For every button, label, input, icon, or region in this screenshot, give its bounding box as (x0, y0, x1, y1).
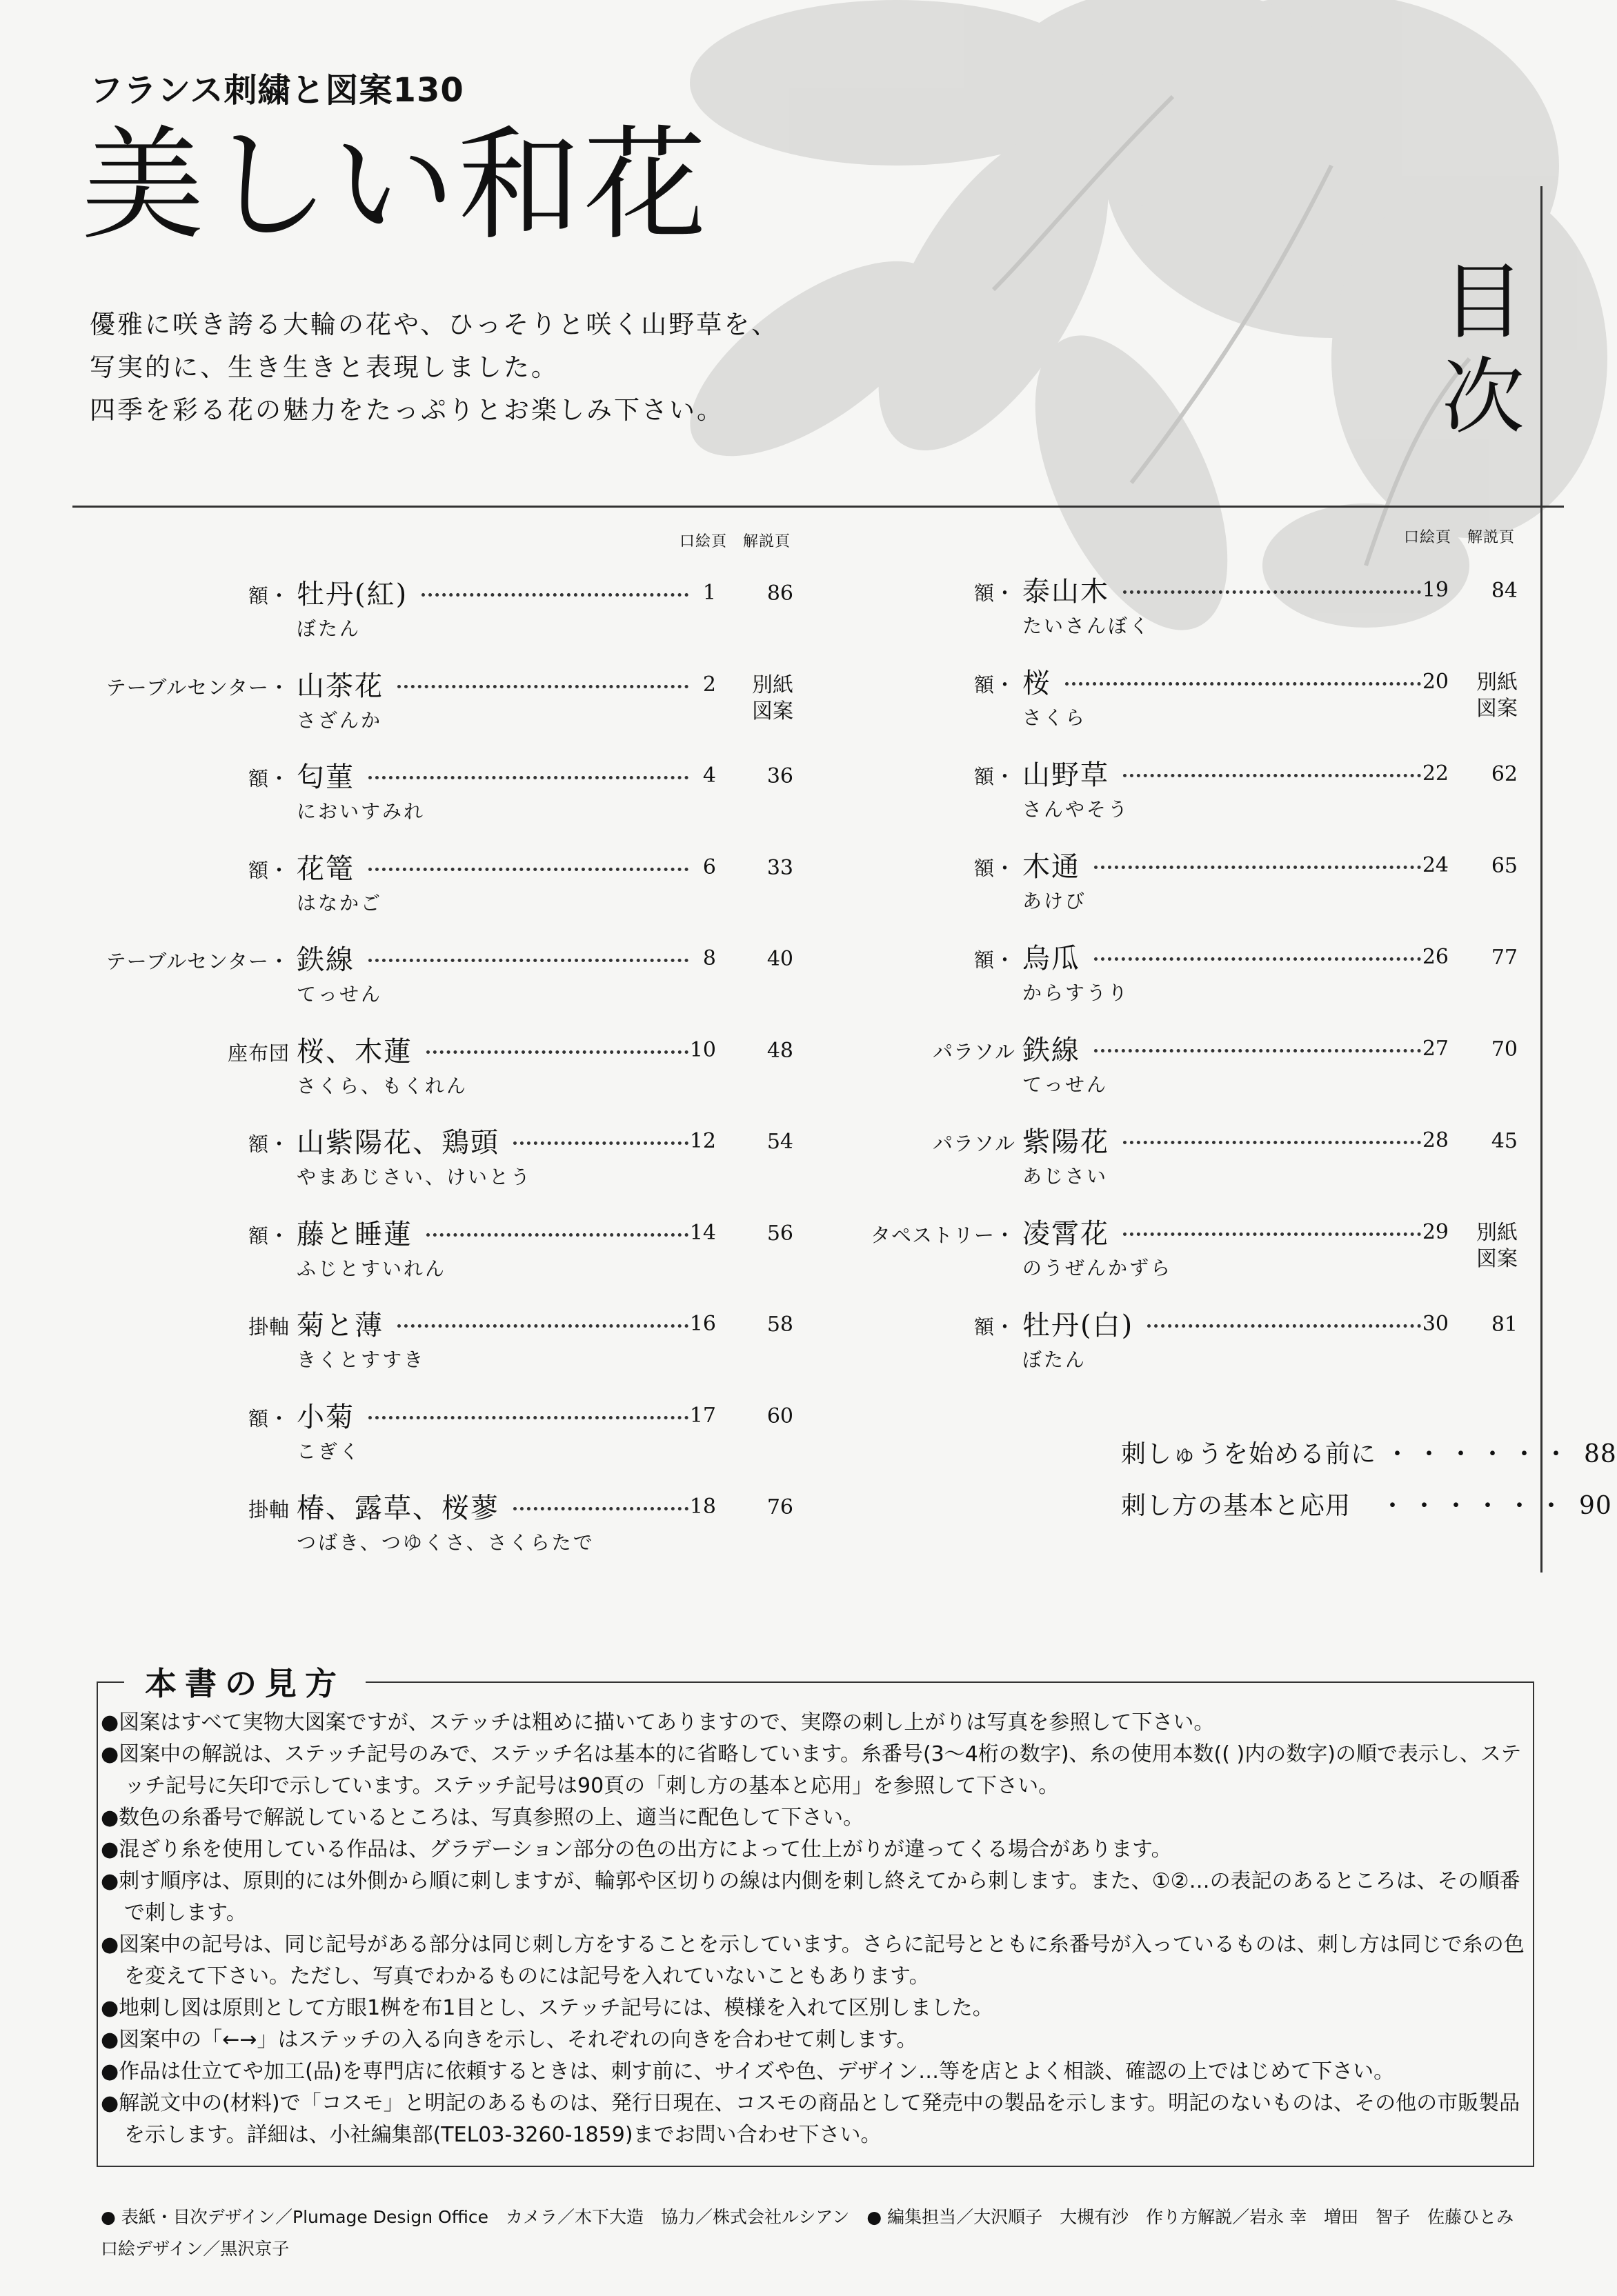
howto-item: ●作品は仕立てや加工(品)を専門店に依頼するときは、刺す前に、サイズや色、デザイン…等を店とよく相談、確認の上ではじめて下さい。 (101, 2059, 1395, 2084)
toc-entry[interactable] (248, 1395, 793, 1471)
extra-label: 刺しゅうを始める前に (1121, 1440, 1377, 1468)
toc-plate-page: 27 (1422, 1037, 1449, 1061)
toc-reading: さざんか (297, 708, 383, 732)
toc-plate-page: 22 (1422, 761, 1449, 786)
extra-dots: ・・・・・・ (1380, 1492, 1571, 1520)
series-title: フランス刺繍と図案130 (90, 71, 464, 110)
toc-explain-page: 56 (766, 1221, 793, 1246)
toc-heading-char: 次 (1442, 350, 1525, 446)
toc-entry[interactable] (248, 572, 793, 648)
toc-category: 掛軸 (248, 1498, 290, 1521)
toc-entry[interactable] (973, 845, 1518, 921)
toc-leader-dots (368, 931, 688, 962)
toc-reading: てっせん (297, 983, 383, 1006)
toc-plate-page: 6 (702, 855, 716, 879)
toc-category: パラソル (932, 1132, 1015, 1155)
toc-category: 額・ (248, 858, 290, 882)
toc-category: テーブルセンター・ (106, 950, 290, 973)
toc-category: 座布団 (227, 1041, 290, 1065)
toc-title: 花篭 (297, 852, 355, 885)
toc-title: 鉄線 (297, 944, 355, 976)
toc-entry[interactable] (248, 755, 793, 831)
toc-title: 木通 (1022, 851, 1080, 883)
toc-title: 山野草 (1022, 759, 1109, 791)
toc-leader-dots (426, 1023, 688, 1054)
howto-item: ●解説文中の(材料)で「コスモ」と明記のあるものは、発行日現在、コスモの商品として発売中の製品を示します。明記のないものは、その他の市販製品を示します。詳細は、小社編集部(TEL03-3260-1859)までお問い合わせ下さい。 (101, 2091, 1520, 2147)
howto-item: ●図案中の解説は、ステッチ記号のみで、ステッチ名は基本的に省略しています。糸番号(3～4桁の数字)、糸の使用本数(( )内の数字)の順で表示し、ステッチ記号に矢印で示しています。ステッチ記号は90頁の「刺し方の基本と応用」を参照して下さい。 (101, 1742, 1522, 1798)
toc-category: 額・ (248, 1406, 290, 1430)
toc-plate-page: 18 (689, 1495, 716, 1519)
toc-plate-page: 19 (1422, 578, 1449, 602)
toc-leader-dots (1094, 930, 1421, 961)
toc-entry[interactable] (106, 664, 793, 740)
toc-title: 鉄線 (1022, 1035, 1080, 1066)
credits-line: ● 表紙・目次デザイン／Plumage Design Office カメラ／木下大造 協力／株式会社ルシアン ● 編集担当／大沢順子 大槻有沙 作り方解説／岩永 幸 増田 智子 佐藤ひとみ (101, 2207, 1514, 2227)
toc-leader-dots (1094, 1021, 1421, 1052)
toc-explain-page: 40 (766, 947, 793, 971)
toc-title: 桜、木蓮 (297, 1035, 413, 1068)
toc-leader-dots (513, 1114, 688, 1145)
howto-title: 本書の見方 (124, 1659, 366, 1704)
intro-line: 写実的に、生き生きと表現しました。 (90, 352, 559, 382)
toc-category: 額・ (973, 765, 1015, 788)
column-header-right: 口絵頁 解説頁 (1404, 529, 1516, 546)
toc-heading (1435, 255, 1531, 446)
toc-leader-dots (397, 1297, 688, 1328)
toc-title: 牡丹(白) (1022, 1310, 1134, 1341)
toc-reading: ふじとすいれん (297, 1257, 447, 1280)
toc-reading: ぼたん (1022, 1348, 1087, 1371)
toc-plate-page: 30 (1422, 1312, 1449, 1336)
toc-leader-dots (426, 1206, 688, 1237)
toc-plate-page: 10 (689, 1037, 716, 1062)
toc-leader-dots (1065, 655, 1421, 686)
toc-title: 山紫陽花、鶏頭 (297, 1127, 499, 1159)
toc-title: 烏瓜 (1022, 943, 1080, 975)
howto-item: ●刺す順序は、原則的には外側から順に刺しますが、輪郭や区切りの線は内側を刺し終えてから刺します。また、①②…の表記のあるところは、その順番で刺します。 (101, 1869, 1520, 1925)
toc-plate-page: 12 (689, 1129, 716, 1153)
toc-title: 藤と睡蓮 (297, 1218, 413, 1250)
toc-leader-dots (1094, 838, 1421, 869)
toc-reading: さんやそう (1022, 798, 1130, 821)
howto-item: ●混ざり糸を使用している作品は、グラデーション部分の色の出方によって仕上がりが違ってくる場合があります。 (101, 1837, 1172, 1861)
toc-category: 額・ (248, 767, 290, 790)
toc-category: パラソル (932, 1040, 1015, 1064)
toc-reading: つばき、つゆくさ、さくらたで (297, 1531, 595, 1554)
extra-page: 90 (1578, 1492, 1612, 1520)
howto-item: ●地刺し図は原則として方眼1桝を布1目とし、ステッチ記号には、模様を入れて区別しました。 (101, 1996, 993, 2020)
toc-explain-page: 別紙 図案 (1476, 670, 1518, 721)
toc-heading-char: 目 (1442, 254, 1525, 350)
toc-title: 桜 (1022, 668, 1051, 699)
toc-leader-dots (1123, 746, 1421, 777)
toc-reading: においすみれ (297, 800, 426, 823)
toc-reading: はなかご (297, 891, 383, 915)
howto-item: ●図案中の「←→」はステッチの入る向きを示し、それぞれの向きを合わせて刺します。 (101, 2028, 917, 2052)
toc-category: 額・ (248, 1132, 290, 1156)
toc-reading: さくら (1022, 706, 1087, 729)
extra-entry[interactable] (1121, 1486, 1612, 1521)
toc-explain-page: 70 (1491, 1037, 1518, 1061)
toc-reading: さくら、もくれん (297, 1074, 468, 1097)
toc-reading: のうぜんかずら (1022, 1257, 1173, 1279)
toc-title: 凌霄花 (1022, 1218, 1109, 1250)
toc-plate-page: 20 (1422, 670, 1449, 694)
column-header-left: 口絵頁 解説頁 (679, 533, 791, 550)
toc-category: 額・ (973, 1315, 1015, 1339)
toc-entry[interactable] (870, 1212, 1518, 1288)
toc-entry[interactable] (248, 1121, 793, 1197)
toc-reading: やまあじさい、けいとう (297, 1166, 533, 1188)
toc-reading: ぼたん (297, 617, 361, 640)
toc-plate-page: 29 (1422, 1220, 1449, 1244)
extra-dots: ・・・・・・ (1385, 1440, 1576, 1468)
toc-reading: てっせん (1022, 1073, 1109, 1096)
howto-item: ●図案はすべて実物大図案ですが、ステッチは粗めに描いてありますので、実際の刺し上がりは写真を参照して下さい。 (101, 1710, 1215, 1735)
toc-leader-dots (397, 657, 688, 688)
extra-page: 88 (1583, 1440, 1617, 1468)
toc-plate-page: 14 (689, 1220, 716, 1245)
toc-title: 菊と薄 (297, 1310, 384, 1341)
extra-label: 刺し方の基本と応用 (1121, 1492, 1351, 1520)
toc-plate-page: 16 (689, 1312, 716, 1336)
toc-category: 額・ (973, 857, 1015, 880)
toc-category: 額・ (973, 673, 1015, 697)
toc-category: 額・ (973, 948, 1015, 972)
toc-title: 匂菫 (297, 761, 355, 793)
toc-explain-page: 33 (766, 855, 793, 880)
toc-reading: あけび (1022, 890, 1087, 912)
toc-explain-page: 60 (766, 1404, 793, 1428)
toc-explain-page: 77 (1491, 946, 1518, 970)
toc-entry[interactable] (248, 1212, 793, 1288)
toc-leader-dots (1123, 1113, 1421, 1144)
toc-entry[interactable] (973, 1304, 1518, 1379)
toc-leader-dots (368, 840, 688, 871)
toc-entry[interactable] (973, 570, 1518, 646)
toc-title: 牡丹(紅) (297, 579, 408, 610)
toc-title: 山茶花 (297, 670, 384, 702)
toc-entry[interactable] (248, 1486, 793, 1562)
toc-reading: たいさんぼく (1022, 615, 1151, 637)
toc-title: 椿、露草、桜蓼 (297, 1493, 499, 1524)
toc-explain-page: 36 (766, 764, 793, 788)
toc-explain-page: 58 (766, 1312, 793, 1337)
book-title: 美しい和花 (81, 114, 709, 257)
howto-list (101, 1707, 1529, 2151)
toc-explain-page: 65 (1491, 854, 1518, 878)
intro-line: 四季を彩る花の魅力をたっぷりとお楽しみ下さい。 (90, 395, 724, 425)
toc-entry[interactable] (932, 1028, 1518, 1104)
toc-plate-page: 4 (702, 763, 716, 788)
toc-title: 小菊 (297, 1401, 355, 1433)
toc-leader-dots (421, 566, 688, 597)
howto-item: ●図案中の記号は、同じ記号がある部分は同じ刺し方をすることを示しています。さらに記号とともに糸番号が入っているものは、刺し方は同じで糸の色を変えて下さい。ただし、写真でわかるものには記号を入れていないこともあります。 (101, 1933, 1525, 1988)
toc-explain-page: 別紙 図案 (752, 672, 793, 723)
toc-plate-page: 26 (1422, 945, 1449, 969)
toc-category: テーブルセンター・ (106, 675, 290, 699)
credits (101, 2202, 1514, 2265)
toc-explain-page: 62 (1491, 762, 1518, 786)
toc-entry[interactable] (248, 847, 793, 923)
toc-plate-page: 17 (689, 1403, 716, 1428)
toc-explain-page: 84 (1491, 579, 1518, 603)
toc-category: 額・ (248, 1224, 290, 1248)
toc-entry[interactable] (932, 1120, 1518, 1196)
toc-plate-page: 2 (702, 672, 716, 697)
credits-line: 口絵デザイン／黒沢京子 (101, 2239, 290, 2259)
intro-text (90, 303, 779, 432)
horizontal-rule (72, 506, 1564, 508)
toc-leader-dots (1123, 1205, 1421, 1236)
toc-leader-dots (1147, 1297, 1421, 1328)
intro-line: 優雅に咲き誇る大輪の花や、ひっそりと咲く山野草を、 (90, 310, 780, 339)
toc-plate-page: 8 (702, 946, 716, 970)
toc-explain-page: 81 (1491, 1312, 1518, 1337)
toc-entry[interactable] (106, 938, 793, 1014)
toc-explain-page: 86 (766, 581, 793, 606)
toc-leader-dots (513, 1479, 688, 1510)
toc-entry[interactable] (248, 1304, 793, 1379)
toc-plate-page: 28 (1422, 1128, 1449, 1152)
toc-reading: きくとすすき (297, 1348, 426, 1371)
toc-leader-dots (368, 1388, 688, 1419)
toc-category: 額・ (973, 581, 1015, 605)
toc-explain-page: 54 (766, 1130, 793, 1154)
toc-reading: あじさい (1022, 1165, 1109, 1188)
toc-plate-page: 24 (1422, 853, 1449, 877)
toc-explain-page: 76 (766, 1495, 793, 1519)
howto-item: ●数色の糸番号で解説しているところは、写真参照の上、適当に配色して下さい。 (101, 1806, 864, 1830)
toc-category: 掛軸 (248, 1315, 290, 1339)
toc-title: 泰山木 (1022, 576, 1109, 608)
vertical-rule (1540, 186, 1542, 1573)
toc-plate-page: 1 (702, 581, 716, 605)
extra-entry[interactable] (1121, 1435, 1617, 1470)
toc-entry[interactable] (227, 1030, 793, 1106)
toc-category: タペストリー・ (870, 1224, 1015, 1247)
toc-leader-dots (1123, 563, 1421, 594)
toc-title: 紫陽花 (1022, 1126, 1109, 1158)
toc-reading: こぎく (297, 1439, 361, 1463)
toc-entry[interactable] (973, 661, 1518, 737)
toc-reading: からすうり (1022, 981, 1130, 1004)
toc-explain-page: 45 (1491, 1129, 1518, 1153)
toc-entry[interactable] (973, 937, 1518, 1012)
toc-explain-page: 48 (766, 1038, 793, 1063)
toc-explain-page: 別紙 図案 (1476, 1221, 1518, 1271)
toc-category: 額・ (248, 584, 290, 608)
toc-entry[interactable] (973, 753, 1518, 829)
toc-leader-dots (368, 748, 688, 779)
